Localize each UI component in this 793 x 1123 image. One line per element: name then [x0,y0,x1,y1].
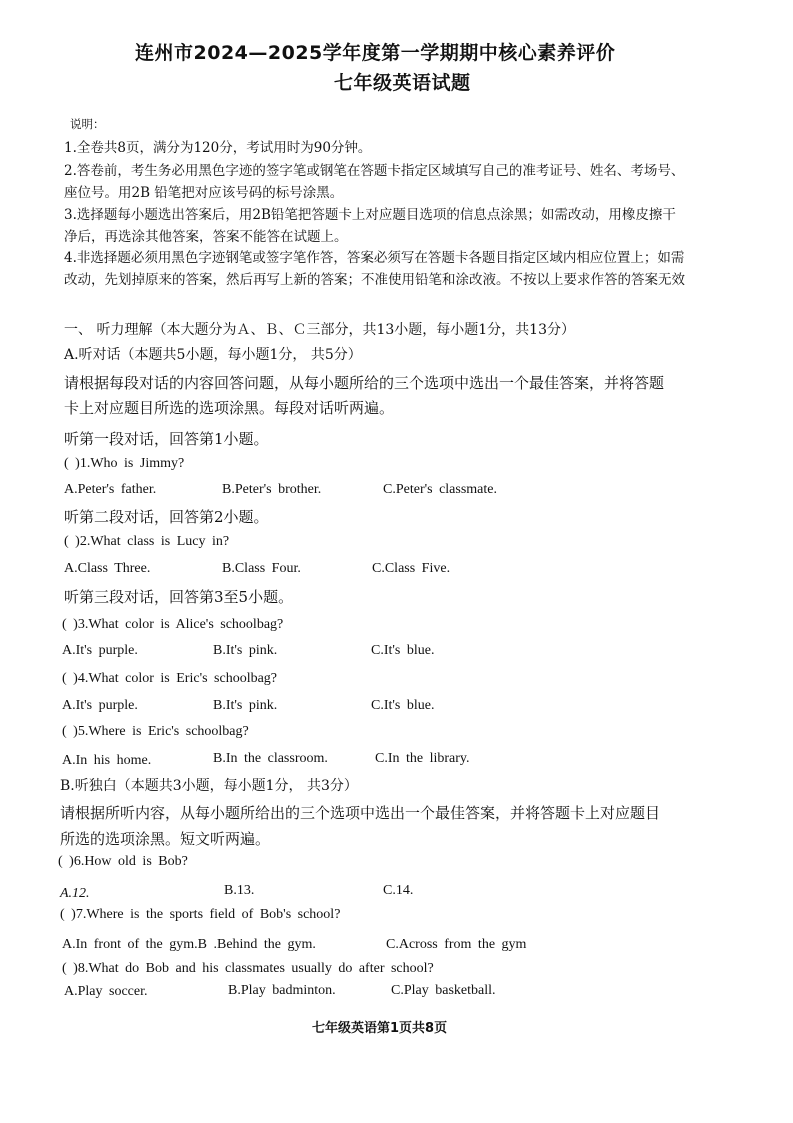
exam-title: 连州市2024—2025学年度第一学期期中核心素养评价 [135,42,616,64]
part-b-directions: 所选的选项涂黑。短文听两遍。 [60,830,271,848]
option-b: B.Peter's brother. [222,482,322,497]
exam-subtitle: 七年级英语试题 [334,72,471,94]
part-b-directions: 请根据所听内容，从每小题所给出的三个选项中选出一个最佳答案，并将答题卡上对应题目 [60,804,661,822]
option-b: B.13. [224,883,255,898]
question-stem: ( )5.Where is Eric's schoolbag? [62,724,249,739]
part-a-directions: 请根据每段对话的内容回答问题，从每小题所给的三个选项中选出一个最佳答案，并将答题 [64,374,665,392]
option-c: C.In the library. [375,751,470,766]
option-a: A.Class Three. [64,561,151,576]
question-stem: ( )8.What do Bob and his classmates usually do after school? [62,961,434,976]
part-a-heading: A.听对话（本题共5小题，每小题1分， 共5分） [64,347,362,363]
instruction-line: 4.非选择题必须用黑色字迹钢笔或签字笔作答，答案必须写在答题卡各题目指定区域内相应位置上；如需 [64,250,685,266]
option-c: C.Across from the gym [386,937,527,952]
option-a: A.It's purple. [62,698,138,713]
option-c: C.14. [383,883,414,898]
part-a-directions: 卡上对应题目所选的选项涂黑。每段对话听两遍。 [64,399,395,417]
option-b: B.It's pink. [213,698,278,713]
question-stem: ( )3.What color is Alice's schoolbag? [62,617,284,632]
option-a: A.In his home. [62,753,152,768]
option-a: A.Peter's father. [64,482,157,497]
instruction-line: 改动，先划掉原来的答案，然后再写上新的答案；不准使用铅笔和涂改液。不按以上要求作答的答案无效 [64,272,685,288]
question-stem: ( )6.How old is Bob? [58,854,188,869]
question-stem: ( )7.Where is the sports field of Bob's school? [60,907,341,922]
part-b-heading: B.听独白（本题共3小题，每小题1分， 共3分） [60,778,358,794]
instructions-label: 说明： [70,117,105,131]
question-stem: ( )4.What color is Eric's schoolbag? [62,671,278,686]
option-c: C.It's blue. [371,698,435,713]
section-heading: 一、 听力理解（本大题分为Ａ、Ｂ、Ｃ三部分，共13小题，每小题1分，共13分） [64,322,575,338]
question-stem: ( )2.What class is Lucy in? [64,534,230,549]
instruction-line: 1.全卷共8页，满分为120分，考试用时为90分钟。 [64,140,372,156]
instruction-line: 净后，再选涂其他答案，答案不能答在试题上。 [64,229,348,245]
option-c: C.It's blue. [371,643,435,658]
option-a: A.Play soccer. [64,984,148,999]
option-a: A.12. [60,886,90,901]
dialogue-prompt: 听第三段对话，回答第3至5小题。 [64,588,294,606]
instruction-line: 座位号。用2B 铅笔把对应该号码的标号涂黑。 [64,185,344,201]
option-a: A.In front of the gym.B .Behind the gym. [62,937,316,952]
option-b: B.In the classroom. [213,751,328,766]
instruction-line: 2.答卷前，考生务必用黑色字迹的签字笔或钢笔在答题卡指定区域填写自己的准考证号、姓名、考场号、 [64,163,685,179]
option-b: B.Class Four. [222,561,301,576]
question-stem: ( )1.Who is Jimmy? [64,456,185,471]
option-c: C.Class Five. [372,561,451,576]
option-c: C.Play basketball. [391,983,496,998]
dialogue-prompt: 听第二段对话，回答第2小题。 [64,508,269,526]
instruction-line: 3.选择题每小题选出答案后，用2B铅笔把答题卡上对应题目选项的信息点涂黑；如需改动，用橡皮擦干 [64,207,676,223]
option-b: B.Play badminton. [228,983,336,998]
option-a: A.It's purple. [62,643,138,658]
option-c: C.Peter's classmate. [383,482,497,497]
dialogue-prompt: 听第一段对话，回答第1小题。 [64,430,269,448]
page-footer: 七年级英语第1页共8页 [312,1021,448,1036]
option-b: B.It's pink. [213,643,278,658]
